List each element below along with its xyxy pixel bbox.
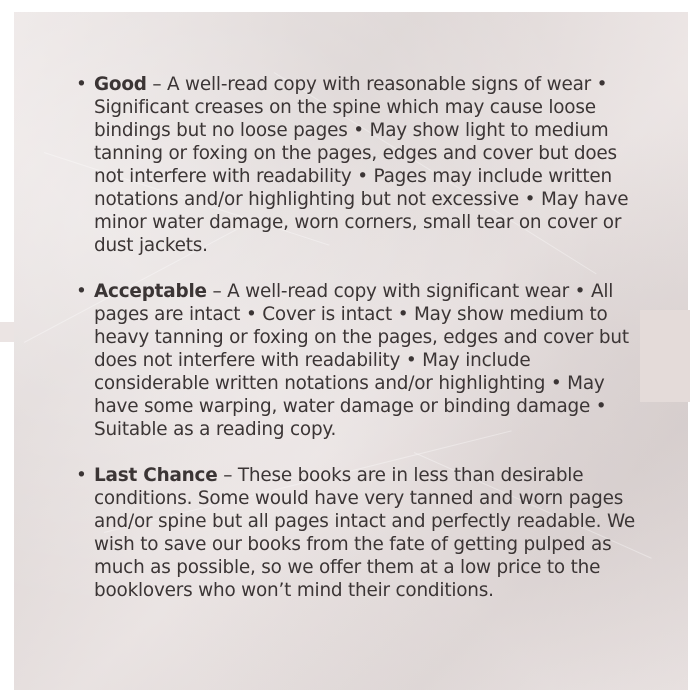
condition-description: – These books are in less than desirable conditions. Some would have very tanned and worn pages and/or spine but all pages intact and perfectly readable. We wish to save our books from the fate of getting pulped as much as possible, so we offer them at a low price to the booklovers who won’t mind their conditions. — [94, 465, 635, 601]
condition-description: – A well-read copy with significant wear • All pages are intact • Cover is intact • May show medium to heavy tanning or foxing on the pages, edges and cover but does not interfere with readability • May include considerable written notations and/or highlighting • May have some warping, water damage or binding damage • Suitable as a reading copy. — [94, 281, 629, 440]
paper-edge-right — [640, 310, 690, 402]
condition-item-good — [72, 73, 642, 257]
condition-term: Last Chance — [94, 465, 218, 486]
condition-term: Good — [94, 74, 147, 95]
bullet-icon: • — [76, 465, 87, 486]
condition-term: Acceptable — [94, 281, 207, 302]
condition-item-acceptable — [72, 280, 642, 441]
bullet-icon: • — [76, 74, 87, 95]
condition-item-last-chance — [72, 464, 642, 602]
condition-list — [72, 73, 642, 625]
condition-description: – A well-read copy with reasonable signs of wear • Significant creases on the spine which may cause loose bindings but no loose pages • May show light to medium tanning or foxing on the pages, edges and cover but does not interfere with readability • Pages may include written notations and/or highlighting but not excessive • May have minor water damage, worn corners, small tear on cover or dust jackets. — [94, 74, 629, 256]
bullet-icon: • — [76, 281, 87, 302]
